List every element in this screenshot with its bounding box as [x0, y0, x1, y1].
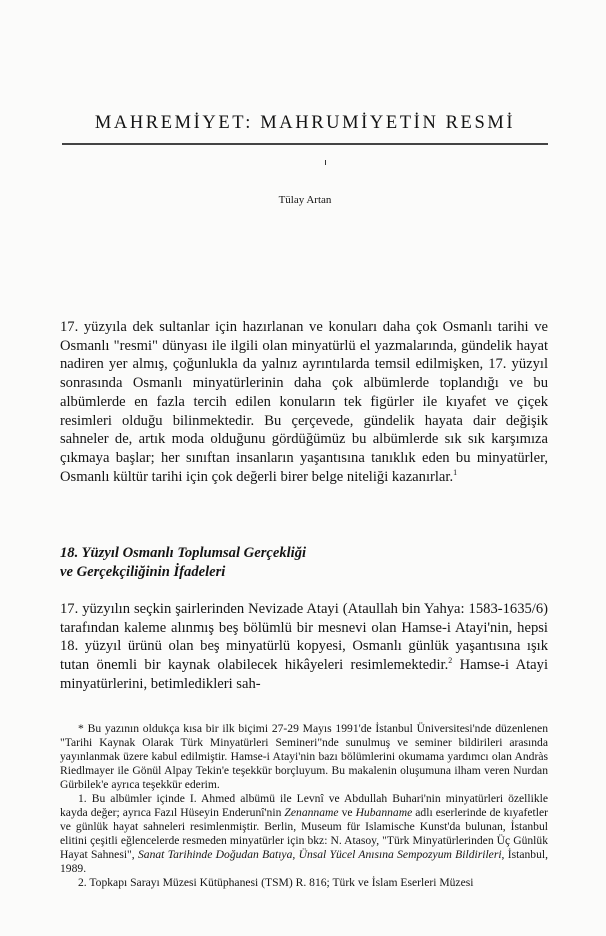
- footnote-1-title-proceedings: Sanat Tarihinde Doğudan Batıya, Ünsal Yücel Anısına Sempozyum Bildirileri: [137, 848, 502, 861]
- paragraph-1-text: 17. yüzyıla dek sultanlar için hazırlanan ve konuları daha çok Osmanlı tarihi ve Osmanlı "resmi" dünyası ile ilgili olan minyatürlü el yazmalarında, gündelik hayat nadiren yer almış, çoğunlukla da yalnız ayrıntılarda temsil edilmişken, 17. yüzyıl sonrasında Osmanlı minyatürlerinin daha çok albümlerde toplandığı ve bu albümlerde en fazla tercih edilen konuların tek figürler ile kıyafet ve çiçek resimleri olduğu bilinmektedir. Bu çerçevede, gündelik hayata dair değişik sahneler de, artık moda olduğunu gördüğümüz bu albümlerde sık sık karşımıza çıkmaya başlar; her sınıftan insanların yaşantısına tanıklık eden bu minyatürler, Osmanlı kültür tarihi için çok değerli birer belge niteliği kazanırlar.: [60, 319, 548, 485]
- footnote-star: * Bu yazının oldukça kısa bir ilk biçimi 27-29 Mayıs 1991'de İstanbul Üniversitesi'nde düzenlenen "Tarihi Kaynak Olarak Türk Minyatürleri Semineri"nde sunulmuş ve seminer bildirileri arasında yayınlanmak üzere kabul edilmiştir. Hamse-i Atayi'nin bazı bölümlerini okumama yardımcı olan Andràs Riedlmayer ile Gönül Alpay Tekin'e teşekkür borçluyum. Bu makalenin oluşumuna ilham veren Nurdan Gürbilek'e ayrıca teşekkür ederim.: [60, 722, 548, 791]
- paragraph-1: [60, 318, 548, 486]
- section-heading-line-1: 18. Yüzyıl Osmanlı Toplumsal Gerçekliği: [60, 545, 307, 561]
- footnote-1-text-c: adlı eserlerinde de kıyafetler ve günlük hayat sahneleri resimlenmiştir. Berlin, Museum für Islamische Kunst'da bulunan, İstanbul elitini çeşitli eğlencelerde resmeden minyatürler için bkz: N. Atasoy, "Türk Minyatürlerinden Üç Günlük Hayat Sahnesi",: [60, 806, 548, 861]
- paragraph-2-text-b: Hamse-i Atayi minyatürlerini, betimledikleri sah-: [60, 657, 548, 692]
- footnote-1-text-a: 1. Bu albümler içinde I. Ahmed albümü ile Levnî ve Abdullah Buhari'nin minyatürleri özellikle kayda değer; ayrıca Fazıl Hüseyin Enderunî'nin: [60, 792, 548, 819]
- article-title: MAHREMİYET: MAHRUMİYETİN RESMİ: [94, 113, 516, 133]
- center-mark: [325, 160, 326, 165]
- footnote-2: 2. Topkapı Sarayı Müzesi Kütüphanesi (TSM) R. 816; Türk ve İslam Eserleri Müzesi: [78, 876, 474, 889]
- footnote-ref-2[interactable]: 2: [448, 656, 453, 666]
- section-heading: [60, 544, 548, 581]
- section-heading-line-2: ve Gerçekçiliğinin İfadeleri: [60, 563, 226, 580]
- paragraph-2-text-a: 17. yüzyılın seçkin şairlerinden Nevizade Atayi (Ataullah bin Yahya: 1583-1635/6) tarafından kaleme alınmış beş bölümlü bir mesnevi olan Hamse-i Atayi'nin, hepsi 18. yüzyıl ürünü olan beş minyatürlü kopyesi, Osmanlı günlük yaşantısına ışık tutan önemli bir kaynak olabilecek hikâyeleri resimlemektedir.: [60, 601, 548, 674]
- paragraph-2: [60, 600, 548, 694]
- footnotes: [60, 722, 548, 890]
- footnote-1-text-b: ve: [338, 806, 356, 819]
- footnote-1-text-d: , İstanbul, 1989.: [60, 848, 548, 875]
- footnote-1-title-hubanname: Hubanname: [355, 806, 413, 819]
- author-name: Tülay Artan: [278, 194, 332, 206]
- footnote-1: [60, 792, 548, 876]
- title-rule: [62, 143, 548, 145]
- footnote-1-title-zenanname: Zenanname: [284, 806, 339, 819]
- footnote-ref-1[interactable]: 1: [453, 467, 458, 477]
